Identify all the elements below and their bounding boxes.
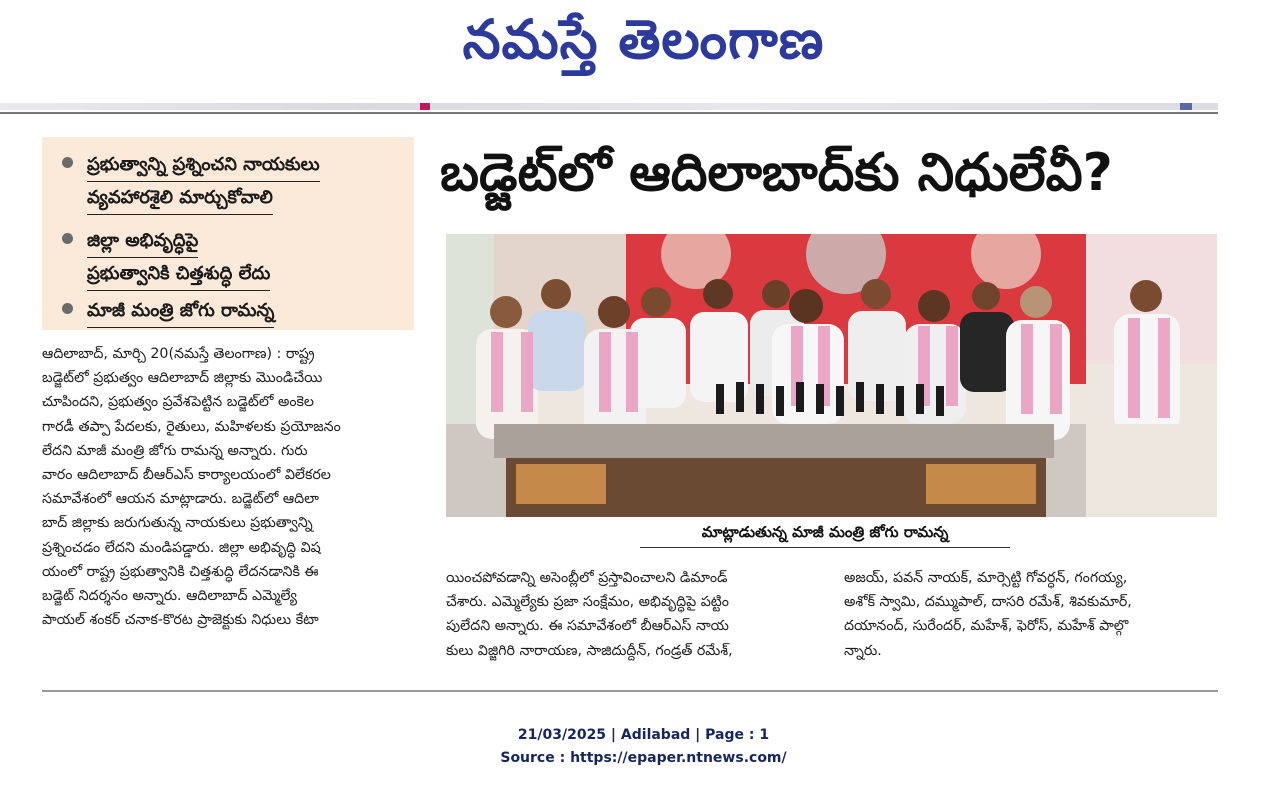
masthead (0, 0, 1287, 100)
text-line: న్నారు. (844, 642, 882, 659)
text-line: దయానంద్, సురేందర్, మహేశ్, ఫెరోస్, మహేశ్ పాల్గొ (844, 618, 1129, 635)
text-line: చేశారు. ఎమ్మెల్యేకు ప్రజా సంక్షేమం, అభివృద్ధిపై పట్టిం (446, 594, 729, 611)
text-line: ఆదిలాబాద్, మార్చి 20(నమస్తే తెలంగాణ) : రాష్ట్ర (42, 346, 315, 362)
article-column-2 (446, 566, 820, 663)
text-line: పులేదని అన్నారు. ఈ సమావేశంలో బీఆర్‌ఎస్ నాయ (446, 618, 729, 635)
bullet-icon (62, 157, 73, 168)
masthead-divider (0, 112, 1218, 114)
article-headline: బడ్జెట్‌లో ఆదిలాబాద్‌కు నిధులేవీ? (440, 142, 1113, 203)
footer-source-link[interactable]: Source : https://epaper.ntnews.com/ (500, 750, 787, 766)
text-line: వారం ఆదిలాబాద్ బీఆర్‌ఎస్ కార్యాలయంలో విలేకరల (42, 467, 331, 484)
text-line: అశోక్ స్వామి, దమ్ముపాల్, దాసరి రమేశ్, శివకుమార్, (844, 594, 1132, 611)
masthead-rule (0, 103, 1218, 110)
text-line: పాయల్ శంకర్ చనాక-కొరట ప్రాజెక్టుకు నిధులు కేటా (42, 612, 319, 629)
article-bottom-rule (42, 690, 1218, 692)
highlights-box (42, 137, 414, 330)
text-line: యించపోవడాన్ని అసెంబ్లీలో ప్రస్తావించాలని డిమాండ్ (446, 570, 728, 586)
article-column-1 (42, 342, 420, 632)
photo-caption: మాట్లాడుతున్న మాజీ మంత్రి జోగు రామన్న (640, 523, 1010, 548)
text-line: బడ్జెట్‌లో ప్రభుత్వం ఆదిలాబాద్ జిల్లాకు మొండిచేయి (42, 370, 323, 387)
highlight-item: ప్రభుత్వాన్ని ప్రశ్నించని నాయకులు వ్యవహారశైలి మార్చుకోవాలి (62, 149, 320, 215)
text-line: యంలో రాష్ట్ర ప్రభుత్వానికి చిత్తశుద్ధి లేదనడానికి ఈ (42, 563, 319, 580)
text-line: అజయ్, పవన్ నాయక్, మార్సెట్టి గోవర్ధన్, గంగయ్య, (844, 570, 1128, 586)
text-line: బాద్ జిల్లాకు జరుగుతున్న నాయకులు ప్రభుత్వాన్ని (42, 515, 313, 532)
article-column-3 (844, 566, 1218, 663)
newspaper-logo: నమస్తే తెలంగాణ (462, 7, 825, 71)
highlight-item: మాజీ మంత్రి జోగు రామన్న (62, 295, 274, 328)
text-line: గారడీ తప్పా పేదలకు, రైతులు, మహిళలకు ప్రయోజనం (42, 418, 341, 435)
text-line: సమావేశంలో ఆయన మాట్లాడారు. బడ్జెట్‌లో ఆదిలా (42, 491, 320, 508)
text-line: లేదని మాజీ మంత్రి జోగు రామన్న అన్నారు. గురు (42, 442, 308, 459)
highlight-item: జిల్లా అభివృద్ధిపై ప్రభుత్వానికి చిత్తశుద్ధి లేదు (62, 225, 270, 291)
text-line: బడ్జెట్ నిదర్శనం అన్నారు. ఆదిలాబాద్ ఎమ్మెల్యే (42, 588, 297, 605)
press-conference-photo (446, 234, 1217, 517)
bullet-icon (62, 303, 73, 314)
page-footer (0, 724, 1287, 770)
bullet-icon (62, 233, 73, 244)
text-line: ప్రశ్నించడం లేదని మండిపడ్డారు. జిల్లా అభివృద్ధి విష (42, 539, 321, 556)
footer-dateline: 21/03/2025 | Adilabad | Page : 1 (517, 727, 770, 743)
text-line: చూపిందని, ప్రభుత్వం ప్రవేశపెట్టిన బడ్జెట్‌లో అంకెల (42, 394, 314, 411)
text-line: కులు విజ్జిగిరి నారాయణ, సాజిదుద్దీన్, గండ్రత్ రమేశ్, (446, 642, 733, 659)
